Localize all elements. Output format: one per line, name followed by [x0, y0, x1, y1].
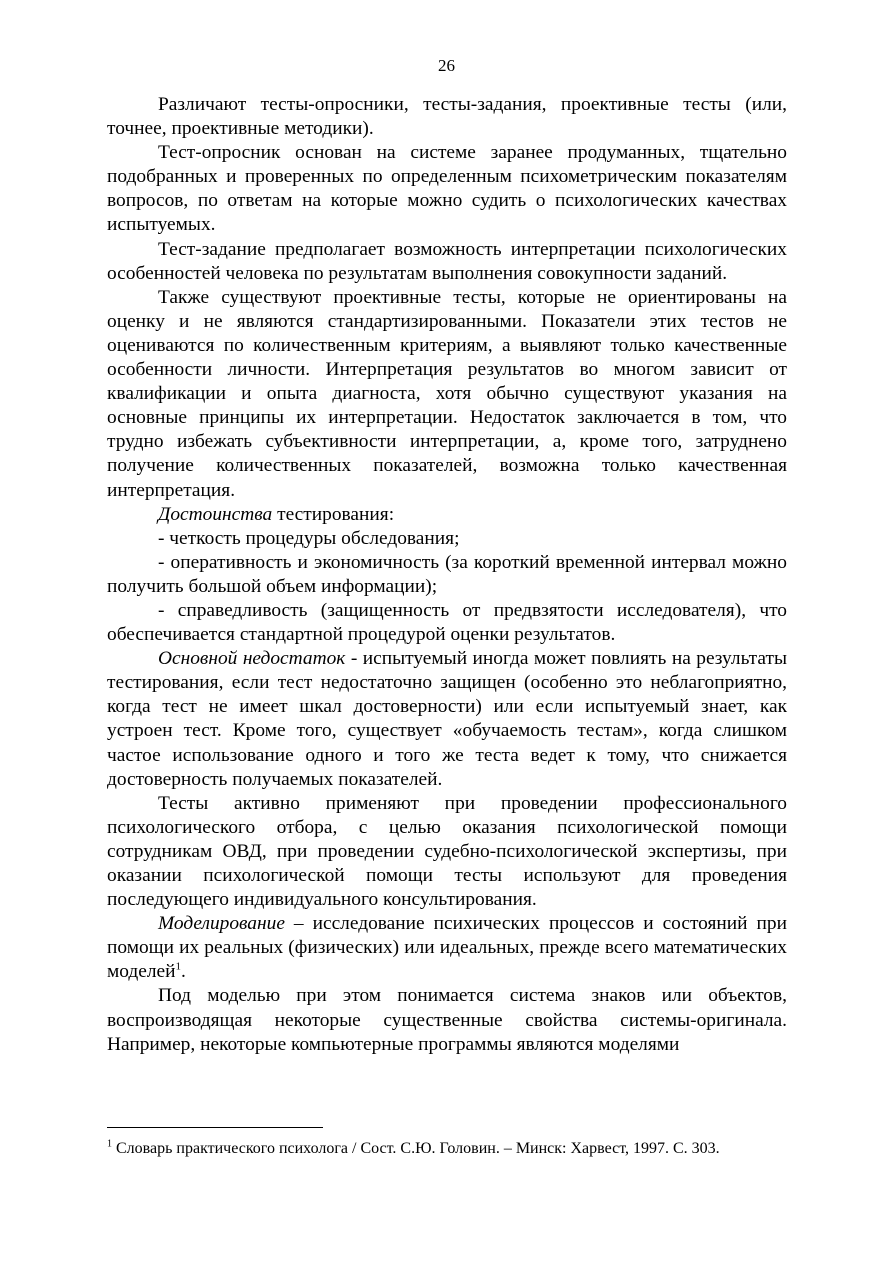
italic-term: Основной недостаток: [158, 648, 346, 670]
list-item: - четкость процедуры обследования;: [158, 527, 460, 549]
paragraph: Тест-задание предполагает возможность интерпретации психологических особенностей человека по результатам выполнения совокупности заданий.: [107, 238, 787, 284]
footnote-reference[interactable]: 1: [175, 960, 182, 973]
page-number: 26: [438, 56, 455, 75]
paragraph: Тест-опросник основан на системе заранее продуманных, тщательно подобранных и проверенных по определенным психометрическим показателям вопросов, по ответам на которые можно судить о психологических качествах испытуемых.: [107, 142, 787, 236]
paragraph-text: - испытуемый иногда может повлиять на результаты тестирования, если тест недостаточно защищен (особенно это неблагоприятно, когда тест не имеет шкал достоверности) или если испытуемый знает, как устроен тест. Кроме того, существует «обучаемость тестам», когда слишком частое использование одного и того же теста ведет к тому, что снижается достоверность получаемых показателей.: [107, 648, 787, 790]
paragraph: Также существуют проективные тесты, которые не ориентированы на оценку и не являются стандартизированными. Показатели этих тестов не оцениваются по количественным критериям, а выявляют только качественные особенности личности. Интерпретация результатов во многом зависит от квалификации и опыта диагноста, хотя обычно существуют указания на основные принципы их интерпретации. Недостаток заключается в том, что трудно избежать субъективности интерпретации, а, кроме того, затруднено получение количественных показателей, возможна только качественная интерпретация.: [107, 286, 787, 501]
paragraph: Под моделью при этом понимается система знаков или объектов, воспроизводящая некоторые существенные свойства системы-оригинала. Например, некоторые компьютерные программы являются моделями: [107, 985, 787, 1055]
paragraph: [107, 503, 787, 527]
paragraph: [107, 912, 787, 984]
body-text: [107, 93, 787, 1057]
italic-term: Моделирование: [158, 913, 285, 935]
paragraph: Тесты активно применяют при проведении профессионального психологического отбора, с целью оказания психологической помощи сотрудникам ОВД, при проведении судебно-психологической экспертизы, при оказании психологической помощи тесты используют для проведения последующего индивидуального консультирования.: [107, 792, 787, 911]
footnote-text: Словарь практического психолога / Сост. С.Ю. Головин. – Минск: Харвест, 1997. С. 303.: [112, 1140, 720, 1157]
paragraph: [107, 647, 787, 792]
footnote-divider: [107, 1127, 323, 1128]
italic-term: Достоинства: [158, 503, 273, 525]
paragraph-text: .: [181, 961, 186, 983]
footnote: [107, 1139, 787, 1160]
paragraph: Различают тесты-опросники, тесты-задания, проективные тесты (или, точнее, проективные методики).: [107, 94, 787, 140]
list-item: - справедливость (защищенность от предвзятости исследователя), что обеспечивается стандартной процедурой оценки результатов.: [107, 599, 787, 646]
paragraph-text: тестирования:: [272, 503, 395, 525]
paragraph-text: – исследование психических процессов и состояний при помощи их реальных (физических) или идеальных, прежде всего математических моделей: [107, 913, 787, 983]
list-item: - оперативность и экономичность (за короткий временной интервал можно получить большой объем информации);: [107, 551, 787, 597]
footnote-marker: 1: [107, 1138, 112, 1150]
